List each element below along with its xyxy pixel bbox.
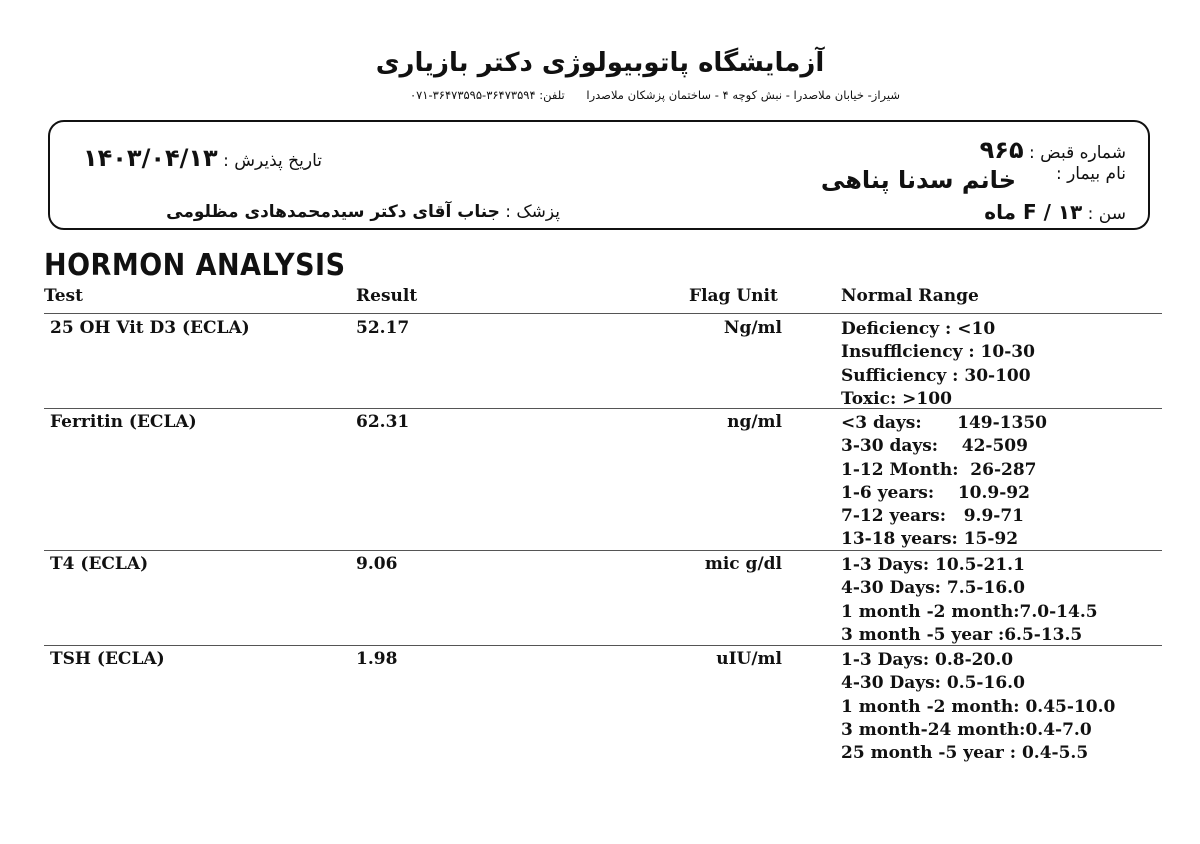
lab-address: شیراز- خیابان ملاصدرا - نبش کوچه ۴ - ساختمان پزشکان ملاصدرا	[586, 88, 900, 102]
column-header-test: Test	[44, 286, 83, 306]
range-line: 1-6 years: 10.9-92	[841, 482, 1030, 503]
test-result: 1.98	[356, 649, 398, 669]
test-result: 62.31	[356, 412, 410, 432]
normal-range	[841, 412, 1047, 552]
patient-name-field	[821, 166, 1016, 194]
test-name: TSH (ECLA)	[50, 649, 165, 669]
range-line: 3 month -5 year :6.5-13.5	[841, 624, 1083, 645]
admission-date-field	[83, 144, 322, 172]
range-line: 1-12 Month: 26-287	[841, 459, 1037, 480]
row-divider	[44, 645, 1162, 646]
column-header-result: Result	[356, 286, 418, 306]
admission-date-label: تاریخ پذیرش :	[223, 151, 322, 171]
range-line: 7-12 years: 9.9-71	[841, 506, 1025, 527]
range-line: 1 month -2 month:7.0-14.5	[841, 601, 1098, 622]
range-line: 1 month -2 month: 0.45-10.0	[841, 696, 1116, 717]
test-unit: mic g/dl	[704, 554, 782, 574]
patient-name-label: نام بیمار :	[1055, 164, 1126, 184]
column-header-flag-unit: Flag Unit	[689, 286, 778, 306]
section-title: HORMON ANALYSIS	[44, 248, 346, 283]
test-result: 9.06	[356, 554, 398, 574]
age-value: F / ۱۳ ماه	[984, 200, 1083, 224]
range-line: 4-30 Days: 0.5-16.0	[841, 673, 1025, 694]
age-label: سن :	[1087, 204, 1126, 224]
range-line: 1-3 Days: 10.5-21.1	[841, 555, 1025, 575]
doctor-label: پزشک :	[505, 202, 560, 222]
range-line: 3-30 days: 42-509	[841, 436, 1028, 457]
lab-name: آزمایشگاه پاتوبیولوژی دکتر بازیاری	[375, 48, 825, 78]
patient-name: خانم سدنا پناهی	[820, 166, 1016, 194]
range-line: Deficiency : <10	[841, 319, 996, 339]
age-field	[984, 200, 1126, 224]
range-line: 1-3 Days: 0.8-20.0	[841, 650, 1014, 670]
row-divider	[44, 408, 1162, 409]
doctor-field	[166, 202, 560, 222]
header-divider	[44, 313, 1162, 314]
receipt-number: ۹۶۵	[979, 136, 1024, 164]
test-unit: ng/ml	[727, 412, 782, 432]
normal-range	[841, 649, 1115, 765]
test-unit: Ng/ml	[723, 318, 782, 338]
test-unit: uIU/ml	[716, 649, 782, 669]
row-divider	[44, 550, 1162, 551]
column-header-normal-range: Normal Range	[841, 286, 979, 306]
test-name: Ferritin (ECLA)	[50, 412, 197, 432]
test-name: T4 (ECLA)	[50, 554, 149, 574]
range-line: 13-18 years: 15-92	[841, 529, 1019, 550]
range-line: Insufflciency : 10-30	[841, 342, 1035, 363]
receipt-label: شماره قبض :	[1029, 143, 1126, 163]
receipt-field	[980, 136, 1126, 164]
patient-info-box	[48, 120, 1150, 230]
admission-date: ۱۴۰۳/۰۴/۱۳	[82, 144, 218, 172]
lab-contact	[300, 88, 900, 102]
normal-range	[841, 318, 1035, 411]
range-line: <3 days: 149-1350	[841, 413, 1047, 433]
range-line: Sufficiency : 30-100	[841, 365, 1031, 386]
range-line: 3 month-24 month:0.4-7.0	[841, 719, 1092, 740]
lab-header	[0, 48, 1200, 78]
lab-phone: تلفن: ۳۶۴۷۳۵۹۴-۳۶۴۷۳۵۹۵-۰۷۱	[409, 88, 565, 102]
test-name: 25 OH Vit D3 (ECLA)	[50, 318, 250, 338]
range-line: Toxic: >100	[841, 388, 952, 409]
range-line: 4-30 Days: 7.5-16.0	[841, 578, 1025, 599]
test-result: 52.17	[356, 318, 410, 338]
doctor-name: جناب آقای دکتر سیدمحمدهادی مظلومی	[166, 202, 500, 222]
range-line: 25 month -5 year : 0.4-5.5	[841, 743, 1089, 764]
normal-range	[841, 554, 1098, 647]
